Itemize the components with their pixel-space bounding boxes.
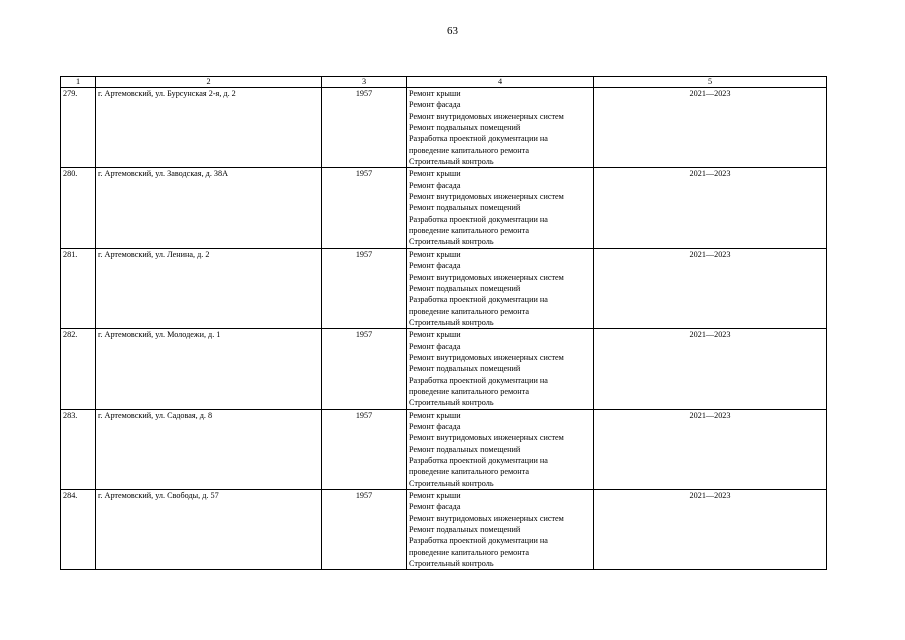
table-row (61, 88, 827, 168)
work-item: Ремонт фасада (409, 421, 461, 431)
work-item: Разработка проектной документации на (409, 295, 548, 305)
page-number: 63 (447, 25, 458, 37)
work-item: проведение капитального ремонта (409, 467, 529, 477)
work-item: Ремонт внутридомовых инженерных систем (409, 192, 564, 202)
work-item: Разработка проектной документации на (409, 375, 548, 385)
row-period: 2021—2023 (594, 409, 827, 489)
row-period: 2021—2023 (594, 490, 827, 570)
row-period: 2021—2023 (594, 329, 827, 409)
row-number: 283. (61, 409, 96, 489)
row-period: 2021—2023 (594, 88, 827, 168)
row-number: 279. (61, 88, 96, 168)
row-address: г. Артемовский, ул. Свободы, д. 57 (96, 490, 322, 570)
work-item: Ремонт подвальных помещений (409, 283, 521, 293)
table-row (61, 409, 827, 489)
work-item: Ремонт внутридомовых инженерных систем (409, 433, 564, 443)
work-item: Ремонт подвальных помещений (409, 123, 521, 133)
row-period: 2021—2023 (594, 248, 827, 328)
row-works (407, 409, 594, 489)
row-number: 284. (61, 490, 96, 570)
work-item: проведение капитального ремонта (409, 226, 529, 236)
table-row (61, 329, 827, 409)
header-col-1: 1 (61, 77, 96, 88)
header-col-4: 4 (407, 77, 594, 88)
row-works (407, 329, 594, 409)
row-period: 2021—2023 (594, 168, 827, 248)
header-col-5: 5 (594, 77, 827, 88)
row-works (407, 248, 594, 328)
work-item: Строительный контроль (409, 478, 494, 488)
row-address: г. Артемовский, ул. Садовая, д. 8 (96, 409, 322, 489)
work-item: Разработка проектной документации на (409, 214, 548, 224)
work-item: Ремонт внутридомовых инженерных систем (409, 111, 564, 121)
work-item: Ремонт подвальных помещений (409, 444, 521, 454)
row-number: 282. (61, 329, 96, 409)
work-item: проведение капитального ремонта (409, 306, 529, 316)
work-item: Ремонт внутридомовых инженерных систем (409, 513, 564, 523)
row-address: г. Артемовский, ул. Бурсунская 2-я, д. 2 (96, 88, 322, 168)
row-year: 1957 (322, 409, 407, 489)
table-row (61, 168, 827, 248)
header-col-2: 2 (96, 77, 322, 88)
row-year: 1957 (322, 490, 407, 570)
row-address: г. Артемовский, ул. Молодежи, д. 1 (96, 329, 322, 409)
work-item: Ремонт подвальных помещений (409, 525, 521, 535)
work-item: Ремонт крыши (409, 330, 461, 340)
work-item: проведение капитального ремонта (409, 386, 529, 396)
work-item: Строительный контроль (409, 157, 494, 167)
table-body (61, 88, 827, 570)
row-year: 1957 (322, 88, 407, 168)
work-item: Разработка проектной документации на (409, 134, 548, 144)
work-item: проведение капитального ремонта (409, 145, 529, 155)
table-header-row (61, 77, 827, 88)
work-item: Ремонт подвальных помещений (409, 203, 521, 213)
work-item: Ремонт фасада (409, 100, 461, 110)
work-item: Ремонт крыши (409, 89, 461, 98)
work-item: Ремонт фасада (409, 180, 461, 190)
row-year: 1957 (322, 168, 407, 248)
row-number: 280. (61, 168, 96, 248)
work-item: Ремонт крыши (409, 169, 461, 179)
work-item: Строительный контроль (409, 317, 494, 327)
table-row (61, 248, 827, 328)
work-item: Ремонт крыши (409, 410, 461, 420)
work-item: Разработка проектной документации на (409, 536, 548, 546)
work-item: проведение капитального ремонта (409, 547, 529, 557)
header-col-3: 3 (322, 77, 407, 88)
repair-schedule-table (60, 76, 827, 570)
work-item: Ремонт внутридомовых инженерных систем (409, 352, 564, 362)
work-item: Ремонт фасада (409, 261, 461, 271)
row-number: 281. (61, 248, 96, 328)
row-address: г. Артемовский, ул. Ленина, д. 2 (96, 248, 322, 328)
table-row (61, 490, 827, 570)
row-year: 1957 (322, 329, 407, 409)
work-item: Ремонт крыши (409, 491, 461, 501)
work-item: Разработка проектной документации на (409, 456, 548, 465)
work-item: Строительный контроль (409, 559, 494, 569)
work-item: Ремонт фасада (409, 502, 461, 512)
row-works (407, 168, 594, 248)
work-item: Строительный контроль (409, 237, 494, 247)
work-item: Строительный контроль (409, 398, 494, 408)
row-year: 1957 (322, 248, 407, 328)
work-item: Ремонт фасада (409, 341, 461, 351)
row-address: г. Артемовский, ул. Заводская, д. 38А (96, 168, 322, 248)
row-works (407, 490, 594, 570)
row-works (407, 88, 594, 168)
work-item: Ремонт крыши (409, 249, 461, 259)
work-item: Ремонт подвальных помещений (409, 364, 521, 374)
work-item: Ремонт внутридомовых инженерных систем (409, 272, 564, 282)
